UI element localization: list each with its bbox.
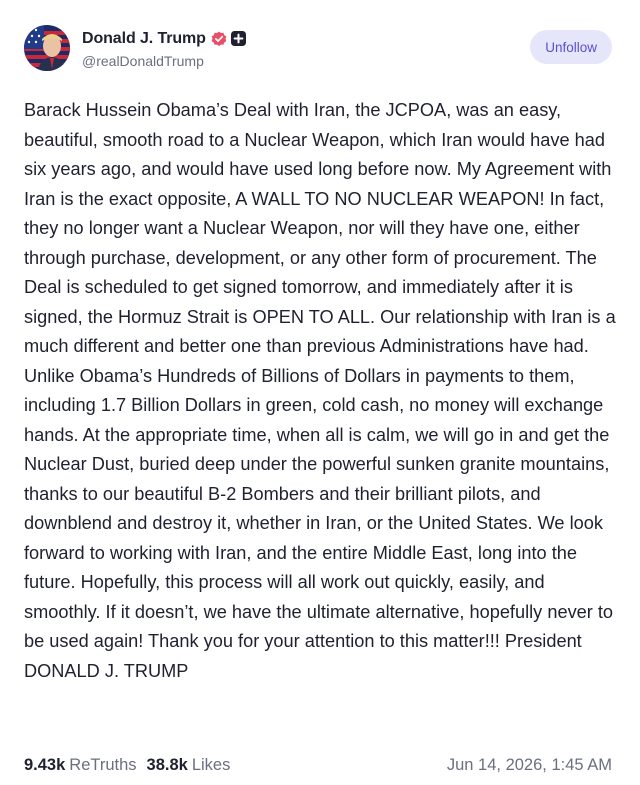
avatar-image (24, 25, 70, 71)
post-timestamp[interactable]: Jun 14, 2026, 1:45 AM (446, 755, 612, 774)
retruths-count: 9.43k (24, 755, 66, 774)
name-row (82, 28, 246, 50)
verified-badge-icon (211, 31, 227, 47)
retruths-label: ReTruths (69, 755, 137, 774)
likes-stat[interactable] (147, 756, 231, 775)
post-footer (24, 752, 612, 778)
author-handle[interactable]: @realDonaldTrump (82, 52, 204, 69)
avatar[interactable] (24, 25, 70, 71)
unfollow-button[interactable]: Unfollow (530, 30, 612, 64)
display-name[interactable]: Donald J. Trump (82, 29, 206, 47)
author-identity (82, 28, 246, 69)
plus-icon (231, 31, 246, 46)
likes-label: Likes (191, 755, 231, 774)
post-header (24, 24, 612, 72)
retruths-stat[interactable] (24, 756, 137, 775)
likes-count: 38.8k (146, 755, 188, 774)
post-body: Barack Hussein Obama’s Deal with Iran, the JCPOA, was an easy, beautiful, smooth road to a Nuclear Weapon, which Iran would have had six years ago, and would have used long before now. My Agreement with Iran is the exact opposite, A WALL TO NO NUCLEAR WEAPON! In fact, they no longer want a Nuclear Weapon, nor will they have one, either through purchase, development, or any other form of procurement. The Deal is scheduled to get signed tomorrow, and immediately after it is signed, the Hormuz Strait is OPEN TO ALL. Our relationship with Iran is a much different and better one than previous Administrations have had. Unlike Obama’s Hundreds of Billions of Dollars in payments to them, including 1.7 Billion Dollars in green, cold cash, no money will exchange hands. At the appropriate time, when all is calm, we will go in and get the Nuclear Dust, buried deep under the powerful sunken granite mountains, thanks to our beautiful B-2 Bombers and their brilliant pilots, and downblend and destroy it, whether in Iran, or the United States. We look forward to working with Iran, and the entire Middle East, long into the future. Hopefully, this process will all work out quickly, easily, and smoothly. If it doesn’t, we have the ultimate alternative, hopefully never to be used again! Thank you for your attention to this matter!!! President DONALD J. TRUMP (24, 100, 616, 681)
